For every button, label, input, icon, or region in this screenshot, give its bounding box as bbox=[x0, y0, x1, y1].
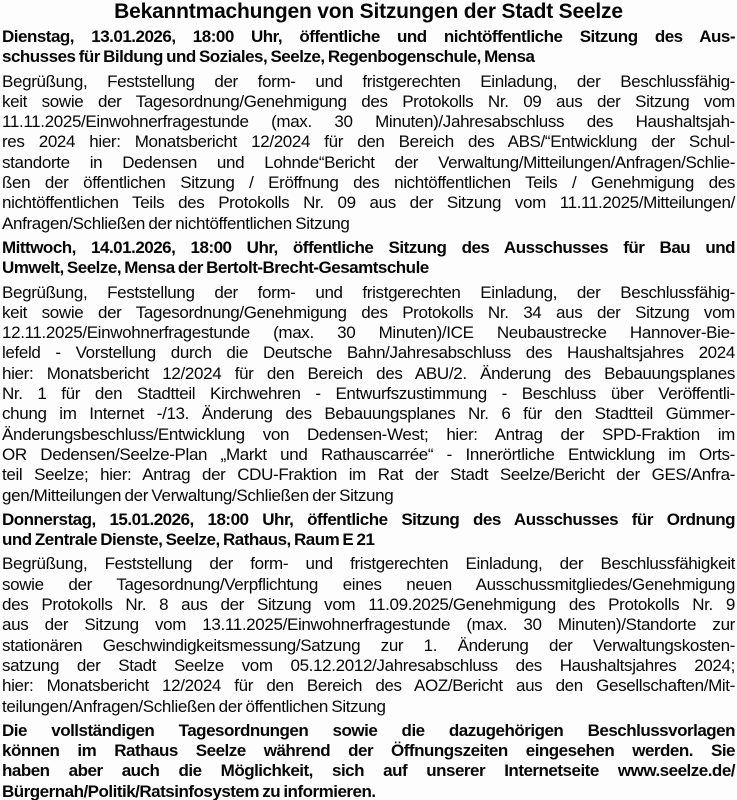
meeting-section-2 bbox=[2, 238, 735, 279]
meeting-section-3-agenda bbox=[2, 554, 735, 716]
text-line: Die vollständigen Tagesordnungen sowie die dazugehörigen Beschlussvorlagen bbox=[2, 720, 735, 740]
text-line: Begrüßung, Feststellung der form- und fristgerechten Einladung, der Beschlussfähig- bbox=[2, 282, 735, 302]
text-line: teilungen/Anfragen/Schließen der öffentlichen Sitzung bbox=[2, 696, 386, 716]
text-line: Bürgernah/Politik/Ratsinfosystem zu informieren. bbox=[2, 781, 376, 800]
text-line: stationären Geschwindigkeitsmessung/Satzung zur 1. Änderung der Verwaltungskosten- bbox=[2, 635, 735, 655]
text-line: Dienstag, 13.01.2026, 18:00 Uhr, öffentliche und nichtöffentliche Sitzung des Aus- bbox=[2, 27, 735, 46]
text-line: Begrüßung, Feststellung der form- und fristgerechten Einladung, der Beschlussfähig- bbox=[2, 71, 735, 91]
text-line: Nr. 1 für den Stadtteil Kirchwehren - Entwurfszustimmung - Beschluss über Veröffentli- bbox=[2, 384, 735, 404]
text-line: keit sowie der Tagesordnung/Genehmigung des Protokolls Nr. 09 aus der Sitzung vom bbox=[2, 91, 735, 111]
text-line: Mittwoch, 14.01.2026, 18:00 Uhr, öffentliche Sitzung des Ausschusses für Bau und bbox=[2, 237, 735, 257]
text-line: keit sowie der Tagesordnung/Genehmigung des Protokolls Nr. 34 aus der Sitzung vom bbox=[2, 302, 735, 322]
text-line: gen/Mitteilungen der Verwaltung/Schließen der Sitzung bbox=[2, 485, 394, 505]
text-line: lefeld - Vorstellung durch die Deutsche Bahn/Jahresabschluss des Haushaltsjahres 2024 bbox=[2, 343, 735, 363]
text-line: 11.11.2025/Einwohnerfragestunde (max. 30 Minuten)/Jahresabschluss des Haushaltsjah- bbox=[2, 112, 735, 132]
meeting-section-3 bbox=[2, 510, 735, 551]
meeting-section-1-agenda bbox=[2, 72, 735, 234]
text-line: Änderungsbeschluss/Entwicklung von Dedensen-West; hier: Antrag der SPD-Fraktion im bbox=[2, 424, 735, 444]
text-line: können im Rathaus Seelze während der Öffnungszeiten eingesehen werden. Sie bbox=[2, 741, 735, 761]
text-line: und Zentrale Dienste, Seelze, Rathaus, Raum E 21 bbox=[2, 530, 375, 550]
text-line: Anfragen/Schließen der nichtöffentlichen Sitzung bbox=[2, 213, 350, 233]
text-line: OR Dedensen/Seelze-Plan „Markt und Rathauscarrée“ - Innerörtliche Entwicklung im Orts- bbox=[2, 444, 735, 464]
text-line: 12.11.2025/Einwohnerfragestunde (max. 30 Minuten)/ICE Neubaustrecke Hannover-Bie- bbox=[2, 323, 735, 343]
text-line: haben aber auch die Möglichkeit, sich auf unserer Internetseite www.seelze.de/ bbox=[2, 761, 735, 781]
text-line: satzung der Stadt Seelze vom 05.12.2012/Jahresabschluss des Haushaltsjahres 2024; bbox=[2, 655, 735, 675]
text-line: sowie der Tagesordnung/Verpflichtung eines neuen Ausschussmitgliedes/Genehmigung bbox=[2, 574, 735, 594]
text-line: res 2024 hier: Monatsbericht 12/2024 für den Bereich des ABS/“Entwicklung der Schul- bbox=[2, 132, 735, 152]
meeting-2-agenda-text bbox=[2, 283, 735, 506]
text-line: Donnerstag, 15.01.2026, 18:00 Uhr, öffentliche Sitzung des Ausschusses für Ordnung bbox=[2, 509, 735, 529]
meeting-1-heading bbox=[2, 27, 735, 68]
text-line: teil Seelze; hier: Antrag der CDU-Fraktion im Rat der Stadt Seelze/Bericht der GES/Anfra- bbox=[2, 465, 735, 485]
text-line: schusses für Bildung und Soziales, Seelze, Regenbogenschule, Mensa bbox=[2, 47, 535, 67]
footer-note bbox=[2, 721, 735, 800]
meeting-section-2-agenda bbox=[2, 283, 735, 506]
meeting-1-agenda-text bbox=[2, 72, 735, 234]
text-line: Begrüßung, Feststellung der form- und fristgerechten Einladung, der Beschlussfähigkeit bbox=[2, 554, 735, 574]
text-line: hier: Monatsbericht 12/2024 für den Bereich des ABU/2. Änderung des Bebauungsplanes bbox=[2, 363, 735, 383]
text-line: hier: Monatsbericht 12/2024 für den Bereich des AOZ/Bericht aus den Gesellschaften/Mit- bbox=[2, 676, 735, 696]
text-line: des Protokolls Nr. 8 aus der Sitzung vom 11.09.2025/Genehmigung des Protokolls Nr. 9 bbox=[2, 595, 735, 615]
text-line: standorte in Dedensen und Lohnde“Bericht der Verwaltung/Mitteilungen/Anfragen/Schlie- bbox=[2, 152, 735, 172]
text-line: chung im Internet -/13. Änderung des Bebauungsplanes Nr. 6 für den Stadtteil Gümmer- bbox=[2, 404, 735, 424]
text-line: ßen der öffentlichen Sitzung / Eröffnung des nichtöffentlichen Teils / Genehmigung des bbox=[2, 173, 735, 193]
meeting-3-heading bbox=[2, 510, 735, 551]
meeting-section-1 bbox=[2, 27, 735, 68]
text-line: aus der Sitzung vom 13.11.2025/Einwohnerfragestunde (max. 30 Minuten)/Standorte zur bbox=[2, 615, 735, 635]
document-title: Bekanntmachungen von Sitzungen der Stadt Seelze bbox=[114, 0, 623, 23]
meeting-2-heading bbox=[2, 238, 735, 279]
footer-note-text bbox=[2, 721, 735, 800]
text-line: nichtöffentlichen Teils des Protokolls Nr. 09 aus der Sitzung vom 11.11.2025/Mitteilungen/ bbox=[2, 193, 735, 213]
meeting-3-agenda-text bbox=[2, 554, 735, 716]
text-line: Umwelt, Seelze, Mensa der Bertolt-Brecht-Gesamtschule bbox=[2, 258, 429, 278]
